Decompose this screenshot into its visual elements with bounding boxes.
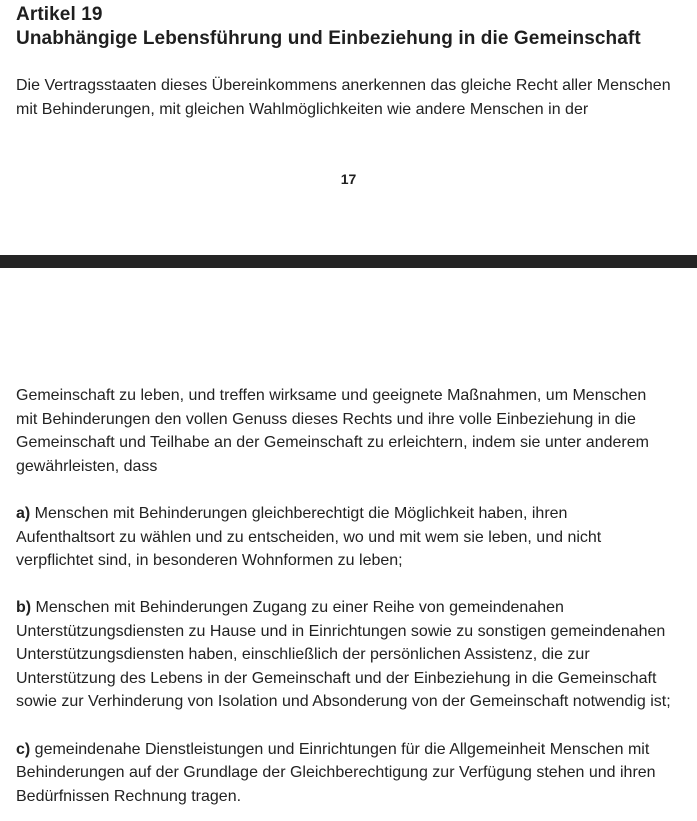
- item-b-line: Unterstützung des Lebens in der Gemeinschaft und der Einbeziehung in die Gemeinschaft: [16, 669, 657, 687]
- item-c-label: c): [16, 740, 31, 758]
- item-b-line: [16, 596, 564, 620]
- intro-continued-line: Gemeinschaft und Teilhabe an der Gemeinschaft zu erleichtern, indem sie unter anderem: [16, 434, 649, 451]
- item-a-label: a): [16, 505, 31, 522]
- item-c-text: gemeindenahe Dienstleistungen und Einrichtungen für die Allgemeinheit Menschen mit: [30, 740, 650, 758]
- item-b-line: Unterstützungsdiensten haben, einschließlich der persönlichen Assistenz, die zur: [16, 646, 590, 663]
- item-a-text: Menschen mit Behinderungen gleichberechtigt die Möglichkeit haben, ihren: [30, 505, 568, 522]
- intro-line: mit Behinderungen, mit gleichen Wahlmöglichkeiten wie andere Menschen in der: [16, 100, 589, 118]
- article-title: Unabhängige Lebensführung und Einbeziehung in die Gemeinschaft: [16, 28, 641, 49]
- item-c-line: Bedürfnissen Rechnung tragen.: [16, 787, 242, 805]
- page-number: 17: [340, 171, 357, 187]
- item-c-line: Behinderungen auf der Grundlage der Gleichberechtigung zur Verfügung stehen und ihren: [16, 764, 656, 781]
- document-page-top: [0, 0, 697, 255]
- item-a-line: verpflichtet sind, in besonderen Wohnformen zu leben;: [16, 552, 403, 569]
- item-a-line: Aufenthaltsort zu wählen und zu entscheiden, wo und mit wem sie leben, und nicht: [16, 528, 602, 546]
- article-number-heading: Artikel 19: [16, 4, 103, 25]
- item-b-label: b): [16, 599, 32, 616]
- item-b-line: sowie zur Verhinderung von Isolation und Absonderung von der Gemeinschaft notwendig ist;: [16, 693, 671, 710]
- intro-continued-line: mit Behinderungen den vollen Genuss dieses Rechts und ihre volle Einbeziehung in die: [16, 410, 636, 428]
- intro-continued-line: Gemeinschaft zu leben, und treffen wirksame und geeignete Maßnahmen, um Menschen: [16, 387, 647, 404]
- page-separator: [0, 255, 697, 268]
- item-b-line: Unterstützungsdiensten zu Hause und in Einrichtungen sowie zu sonstigen gemeindenahen: [16, 622, 666, 640]
- intro-line: Die Vertragsstaaten dieses Übereinkommens anerkennen das gleiche Recht aller Menschen: [16, 77, 671, 94]
- item-a-line: [16, 502, 567, 526]
- item-b-text: Menschen mit Behinderungen Zugang zu einer Reihe von gemeindenahen: [31, 599, 564, 616]
- intro-continued-line: gewährleisten, dass: [16, 457, 158, 475]
- item-c-line: [16, 738, 649, 762]
